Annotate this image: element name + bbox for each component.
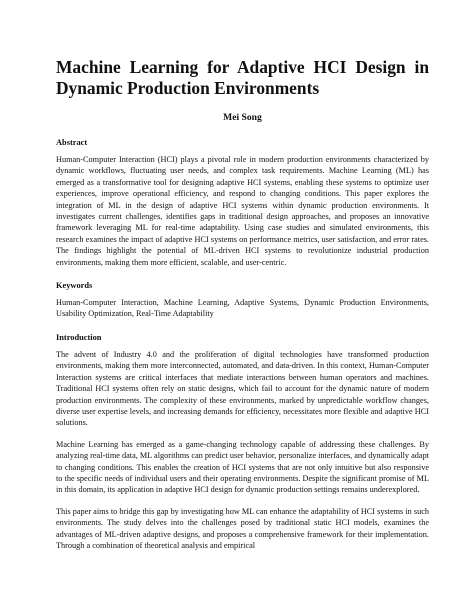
keywords-heading: Keywords — [56, 281, 93, 291]
introduction-paragraph-2: Machine Learning has emerged as a game-changing technology capable of addressing these challenges. By analyzing real-time data, ML algorithms can predict user behavior, personalize interfaces, and dynamically adapt to changing conditions. This enables the creation of HCI systems that are not only intuitive but also responsive to the specific needs of individual users and their operating environments. Despite the significant promise of ML in this domain, its application in adaptive HCI design for dynamic production settings remains underexplored. — [56, 439, 429, 495]
keywords-text: Human-Computer Interaction, Machine Learning, Adaptive Systems, Dynamic Production Environments, Usability Optimization, Real-Time Adaptability — [56, 298, 429, 319]
introduction-paragraph-1: The advent of Industry 4.0 and the proliferation of digital technologies have transformed production environments, making them more interconnected, automated, and data-driven. In this context, Human-Computer Interaction systems are critical interfaces that mediate interactions between human operators and machines. Traditional HCI systems often rely on static designs, which fail to account for the dynamic nature of modern production environments. The complexity of these environments, marked by unpredictable workflow changes, diverse user expertise levels, and increasing demands for efficiency, necessitates more flexible and adaptive HCI solutions. — [56, 349, 429, 428]
author-name: Mei Song — [223, 112, 262, 123]
abstract-text: Human-Computer Interaction (HCI) plays a pivotal role in modern production environments characterized by dynamic workflows, fluctuating user needs, and complex task requirements. Machine Learning (ML) has emerged as a transformative tool for designing adaptive HCI systems, enabling these systems to optimize user experiences, improve operational efficiency, and respond to changing conditions. This paper explores the integration of ML in the design of adaptive HCI systems within dynamic production environments. It investigates current challenges, identifies gaps in traditional design approaches, and proposes an innovative framework leveraging ML for real-time adaptability. Using case studies and simulated environments, this research examines the impact of adaptive HCI systems on performance metrics, user satisfaction, and error rates. The findings highlight the potential of ML-driven HCI systems to revolutionize industrial production environments, making them more efficient, scalable, and user-centric. — [56, 155, 429, 267]
abstract-heading: Abstract — [56, 138, 88, 147]
paper-title: Machine Learning for Adaptive HCI Design in Dynamic Production Environments — [56, 57, 429, 98]
introduction-paragraph-3: This paper aims to bridge this gap by investigating how ML can enhance the adaptability of HCI systems in such environments. The study delves into the challenges posed by traditional static HCI models, examines the advantages of ML-driven adaptive designs, and proposes a comprehensive framework for their implementation. Through a combination of theoretical analysis and empirical — [56, 506, 429, 550]
introduction-heading: Introduction — [56, 332, 102, 342]
